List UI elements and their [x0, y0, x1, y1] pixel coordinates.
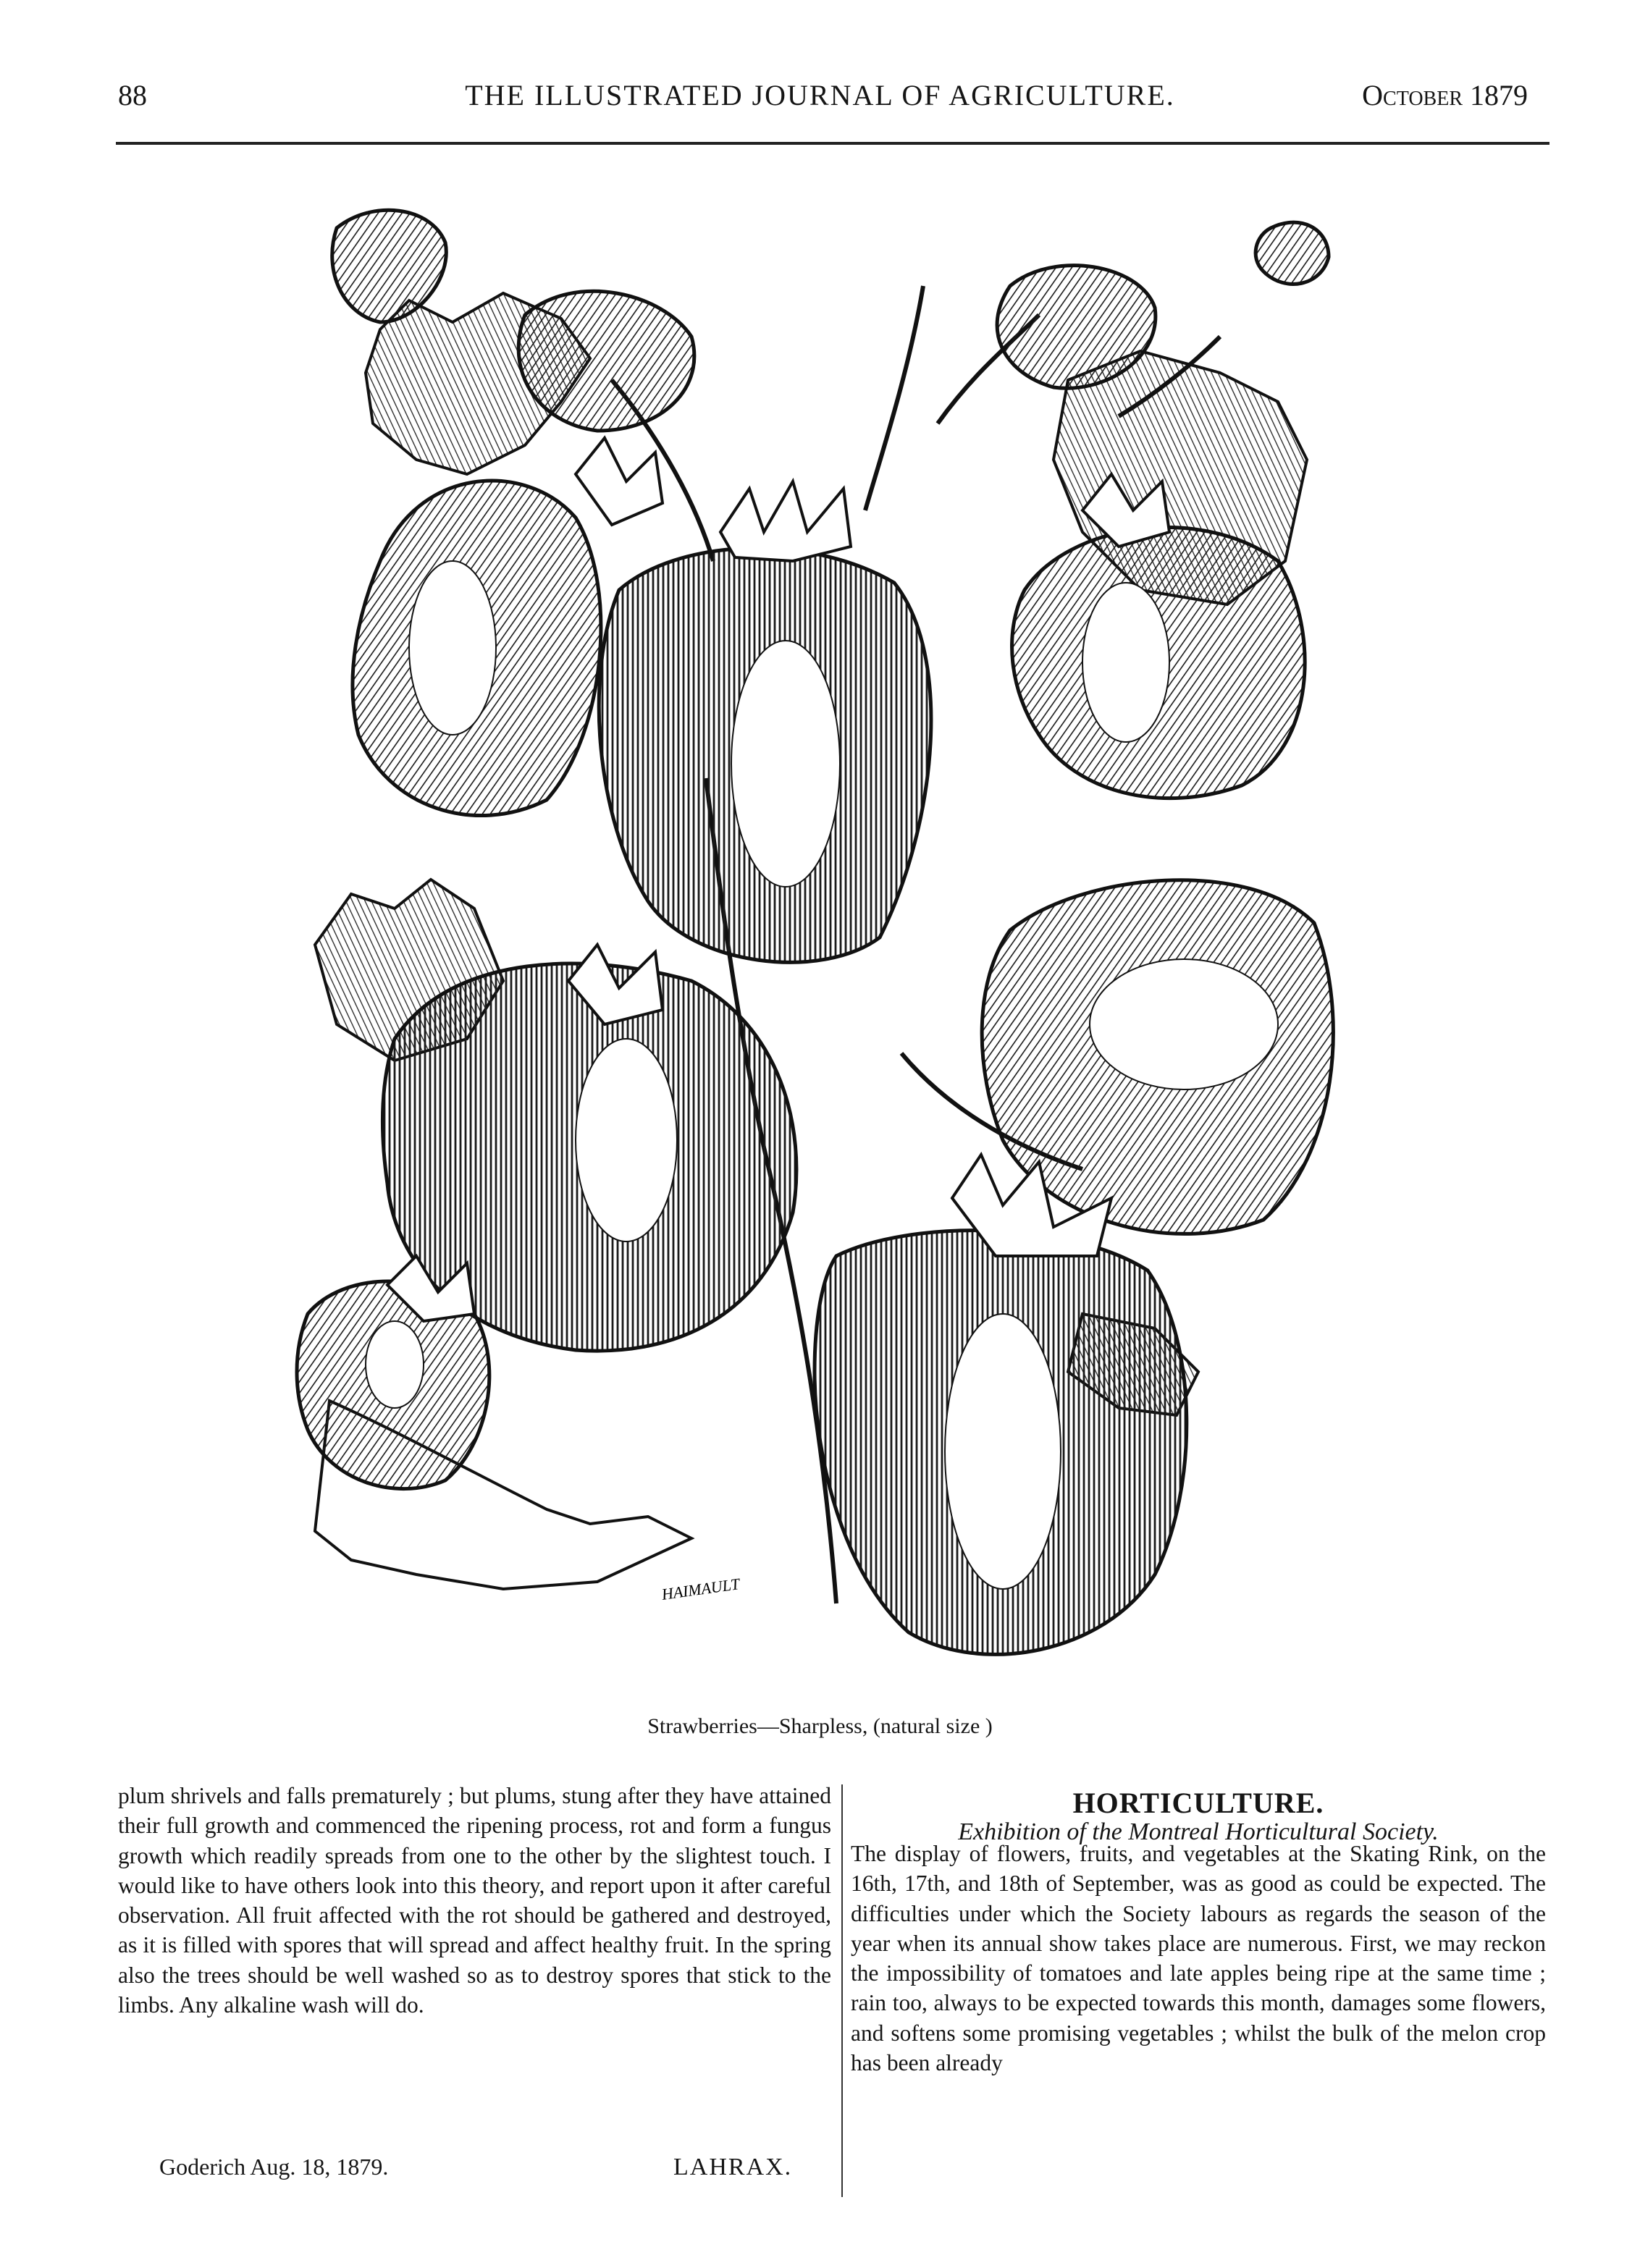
column-divider: [841, 1784, 843, 2197]
engraver-signature: HAIMAULT: [660, 1574, 741, 1603]
figure-caption: Strawberries—Sharpless, (natural size ): [647, 1714, 993, 1738]
header-rule: [116, 142, 1549, 145]
section-subheading: Exhibition of the Montreal Horticultural Society.: [958, 1818, 1439, 1845]
strawberries-engraving: [286, 185, 1358, 1683]
journal-title: THE ILLUSTRATED JOURNAL OF AGRICULTURE.: [465, 79, 1175, 111]
issue-date: October 1879: [1362, 79, 1528, 111]
section-heading: HORTICULTURE.: [1072, 1787, 1324, 1819]
right-column-paragraph: The display of flowers, fruits, and vegetables at the Skating Rink, on the 16th, 17th, and 18th of September, was as good as could be expected. The difficulties under which the Society labours as regards the season of the year when its annual show takes place are numerous. First, we may reckon the impossibility of tomatoes and late apples being ripe at the same time ; rain too, always to be expected towards this month, damages some flowers, and softens some promising vegetables ; whilst the bulk of the melon crop has been already: [851, 1841, 1546, 2076]
left-column-paragraph: plum shrivels and falls prematurely ; but plums, stung after they have attained their full growth and commenced the ripening process, rot and form a fungus growth which readily spreads from one to the other by the slightest touch. I would like to have others look into this theory, and report upon it after careful observation. All fruit affected with the rot should be gathered and destroyed, as it is filled with spores that will spread and affect healthy fruit. In the spring also the trees should be well washed so as to destroy spores that stick to the limbs. Any alkaline wash will do.: [118, 1783, 831, 2018]
page-number: 88: [118, 79, 147, 111]
signature-author: LAHRAX.: [673, 2154, 793, 2180]
signature-place-date: Goderich Aug. 18, 1879.: [159, 2154, 389, 2180]
